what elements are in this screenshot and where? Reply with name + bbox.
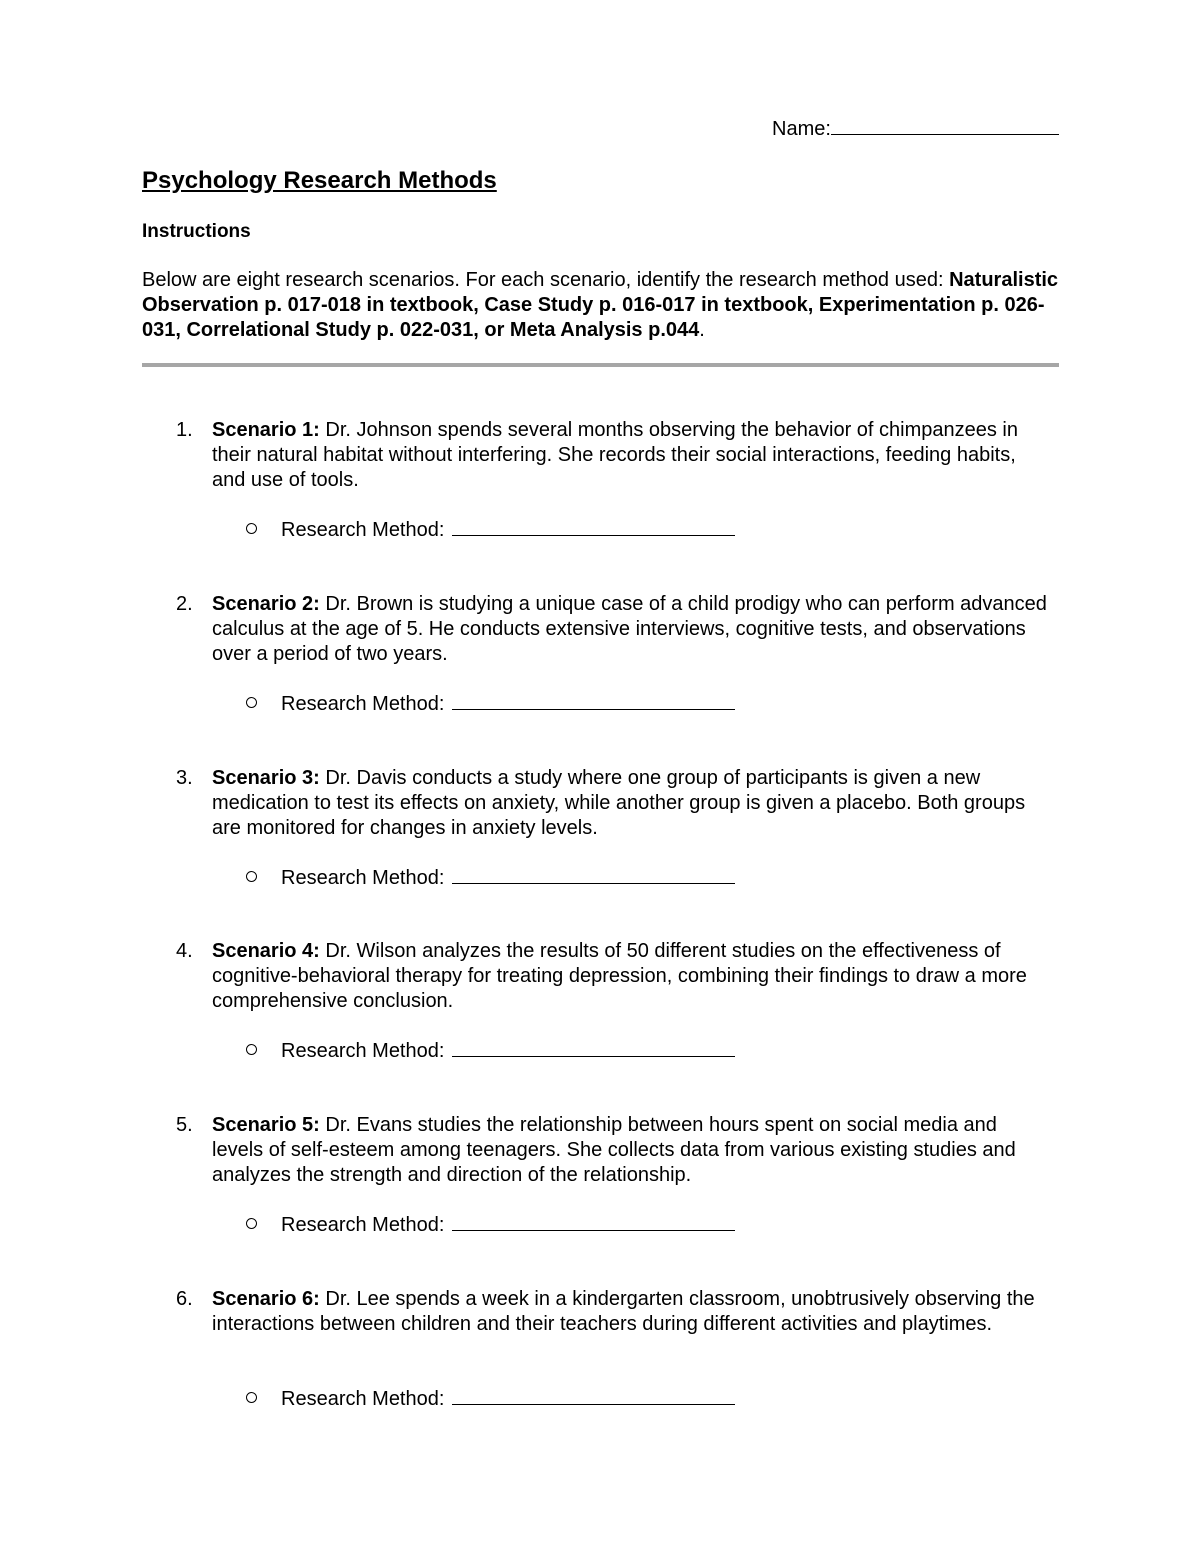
scenario-description: Dr. Lee spends a week in a kindergarten classroom, unobtrusively observing the interactions between children and their teachers during different activities and playtimes. <box>212 1288 1035 1335</box>
answer-blank[interactable] <box>452 691 735 710</box>
scenario-number: 5. <box>176 1114 193 1136</box>
scenario-label: Scenario 3: <box>212 767 320 789</box>
scenario-number: 4. <box>176 940 193 962</box>
scenario-number: 2. <box>176 593 193 615</box>
scenario-description: Dr. Evans studies the relationship between hours spent on social media and levels of self-esteem among teenagers. She collects data from various existing studies and analyzes the strength and direction of the relationship. <box>212 1114 1016 1186</box>
scenario-label: Scenario 5: <box>212 1114 320 1136</box>
scenario-description: Dr. Johnson spends several months observing the behavior of chimpanzees in their natural habitat without interfering. She records their social interactions, feeding habits, and use of tools. <box>212 419 1019 491</box>
research-method-line <box>246 517 735 543</box>
research-method-line <box>246 865 735 891</box>
research-method-label: Research Method: <box>281 867 445 889</box>
research-method-label: Research Method: <box>281 1388 445 1410</box>
instructions-methods: Naturalistic Observation p. 017-018 in textbook, Case Study p. 016-017 in textbook, Experimentation p. 026-031, Correlational Study p. 022-031, or Meta Analysis p.044 <box>142 269 1059 341</box>
circle-bullet-icon <box>246 697 257 708</box>
scenario-number: 6. <box>176 1288 193 1310</box>
research-method-label: Research Method: <box>281 693 445 715</box>
circle-bullet-icon <box>246 1218 257 1229</box>
research-method-line <box>246 1212 735 1238</box>
page-title: Psychology Research Methods <box>142 167 497 194</box>
scenario-number: 1. <box>176 419 193 441</box>
instructions-heading: Instructions <box>142 221 251 242</box>
name-field <box>772 116 1059 141</box>
circle-bullet-icon <box>246 871 257 882</box>
research-method-label: Research Method: <box>281 1214 445 1236</box>
answer-blank[interactable] <box>452 1038 735 1057</box>
research-method-line <box>246 1038 735 1064</box>
scenario-label: Scenario 6: <box>212 1288 320 1310</box>
answer-blank[interactable] <box>452 1212 735 1231</box>
answer-blank[interactable] <box>452 1386 735 1405</box>
scenario-label: Scenario 2: <box>212 593 320 615</box>
scenario-description: Dr. Brown is studying a unique case of a child prodigy who can perform advanced calculus at the age of 5. He conducts extensive interviews, cognitive tests, and observations over a period of two years. <box>212 593 1047 665</box>
scenario-text <box>212 766 1052 841</box>
research-method-line <box>246 1386 735 1412</box>
scenario-text <box>212 1113 1052 1188</box>
scenario-label: Scenario 4: <box>212 940 320 962</box>
scenario-text <box>212 592 1052 667</box>
answer-blank[interactable] <box>452 517 735 536</box>
scenario-text <box>212 939 1052 1014</box>
instructions-text <box>142 268 1062 343</box>
section-divider <box>142 363 1059 367</box>
research-method-line <box>246 691 735 717</box>
circle-bullet-icon <box>246 523 257 534</box>
answer-blank[interactable] <box>452 865 735 884</box>
scenario-text <box>212 1287 1052 1337</box>
scenario-description: Dr. Wilson analyzes the results of 50 different studies on the effectiveness of cognitive-behavioral therapy for treating depression, combining their findings to draw a more comprehensive conclusion. <box>212 940 1027 1012</box>
name-blank-line[interactable] <box>831 116 1059 135</box>
circle-bullet-icon <box>246 1392 257 1403</box>
scenario-label: Scenario 1: <box>212 419 320 441</box>
instructions-end: . <box>699 319 705 341</box>
scenario-text <box>212 418 1052 493</box>
instructions-intro: Below are eight research scenarios. For each scenario, identify the research method used: <box>142 269 944 291</box>
research-method-label: Research Method: <box>281 519 445 541</box>
name-label: Name: <box>772 118 831 140</box>
scenario-description: Dr. Davis conducts a study where one group of participants is given a new medication to test its effects on anxiety, while another group is given a placebo. Both groups are monitored for changes in anxiety levels. <box>212 767 1026 839</box>
circle-bullet-icon <box>246 1044 257 1055</box>
scenario-number: 3. <box>176 767 193 789</box>
research-method-label: Research Method: <box>281 1040 445 1062</box>
